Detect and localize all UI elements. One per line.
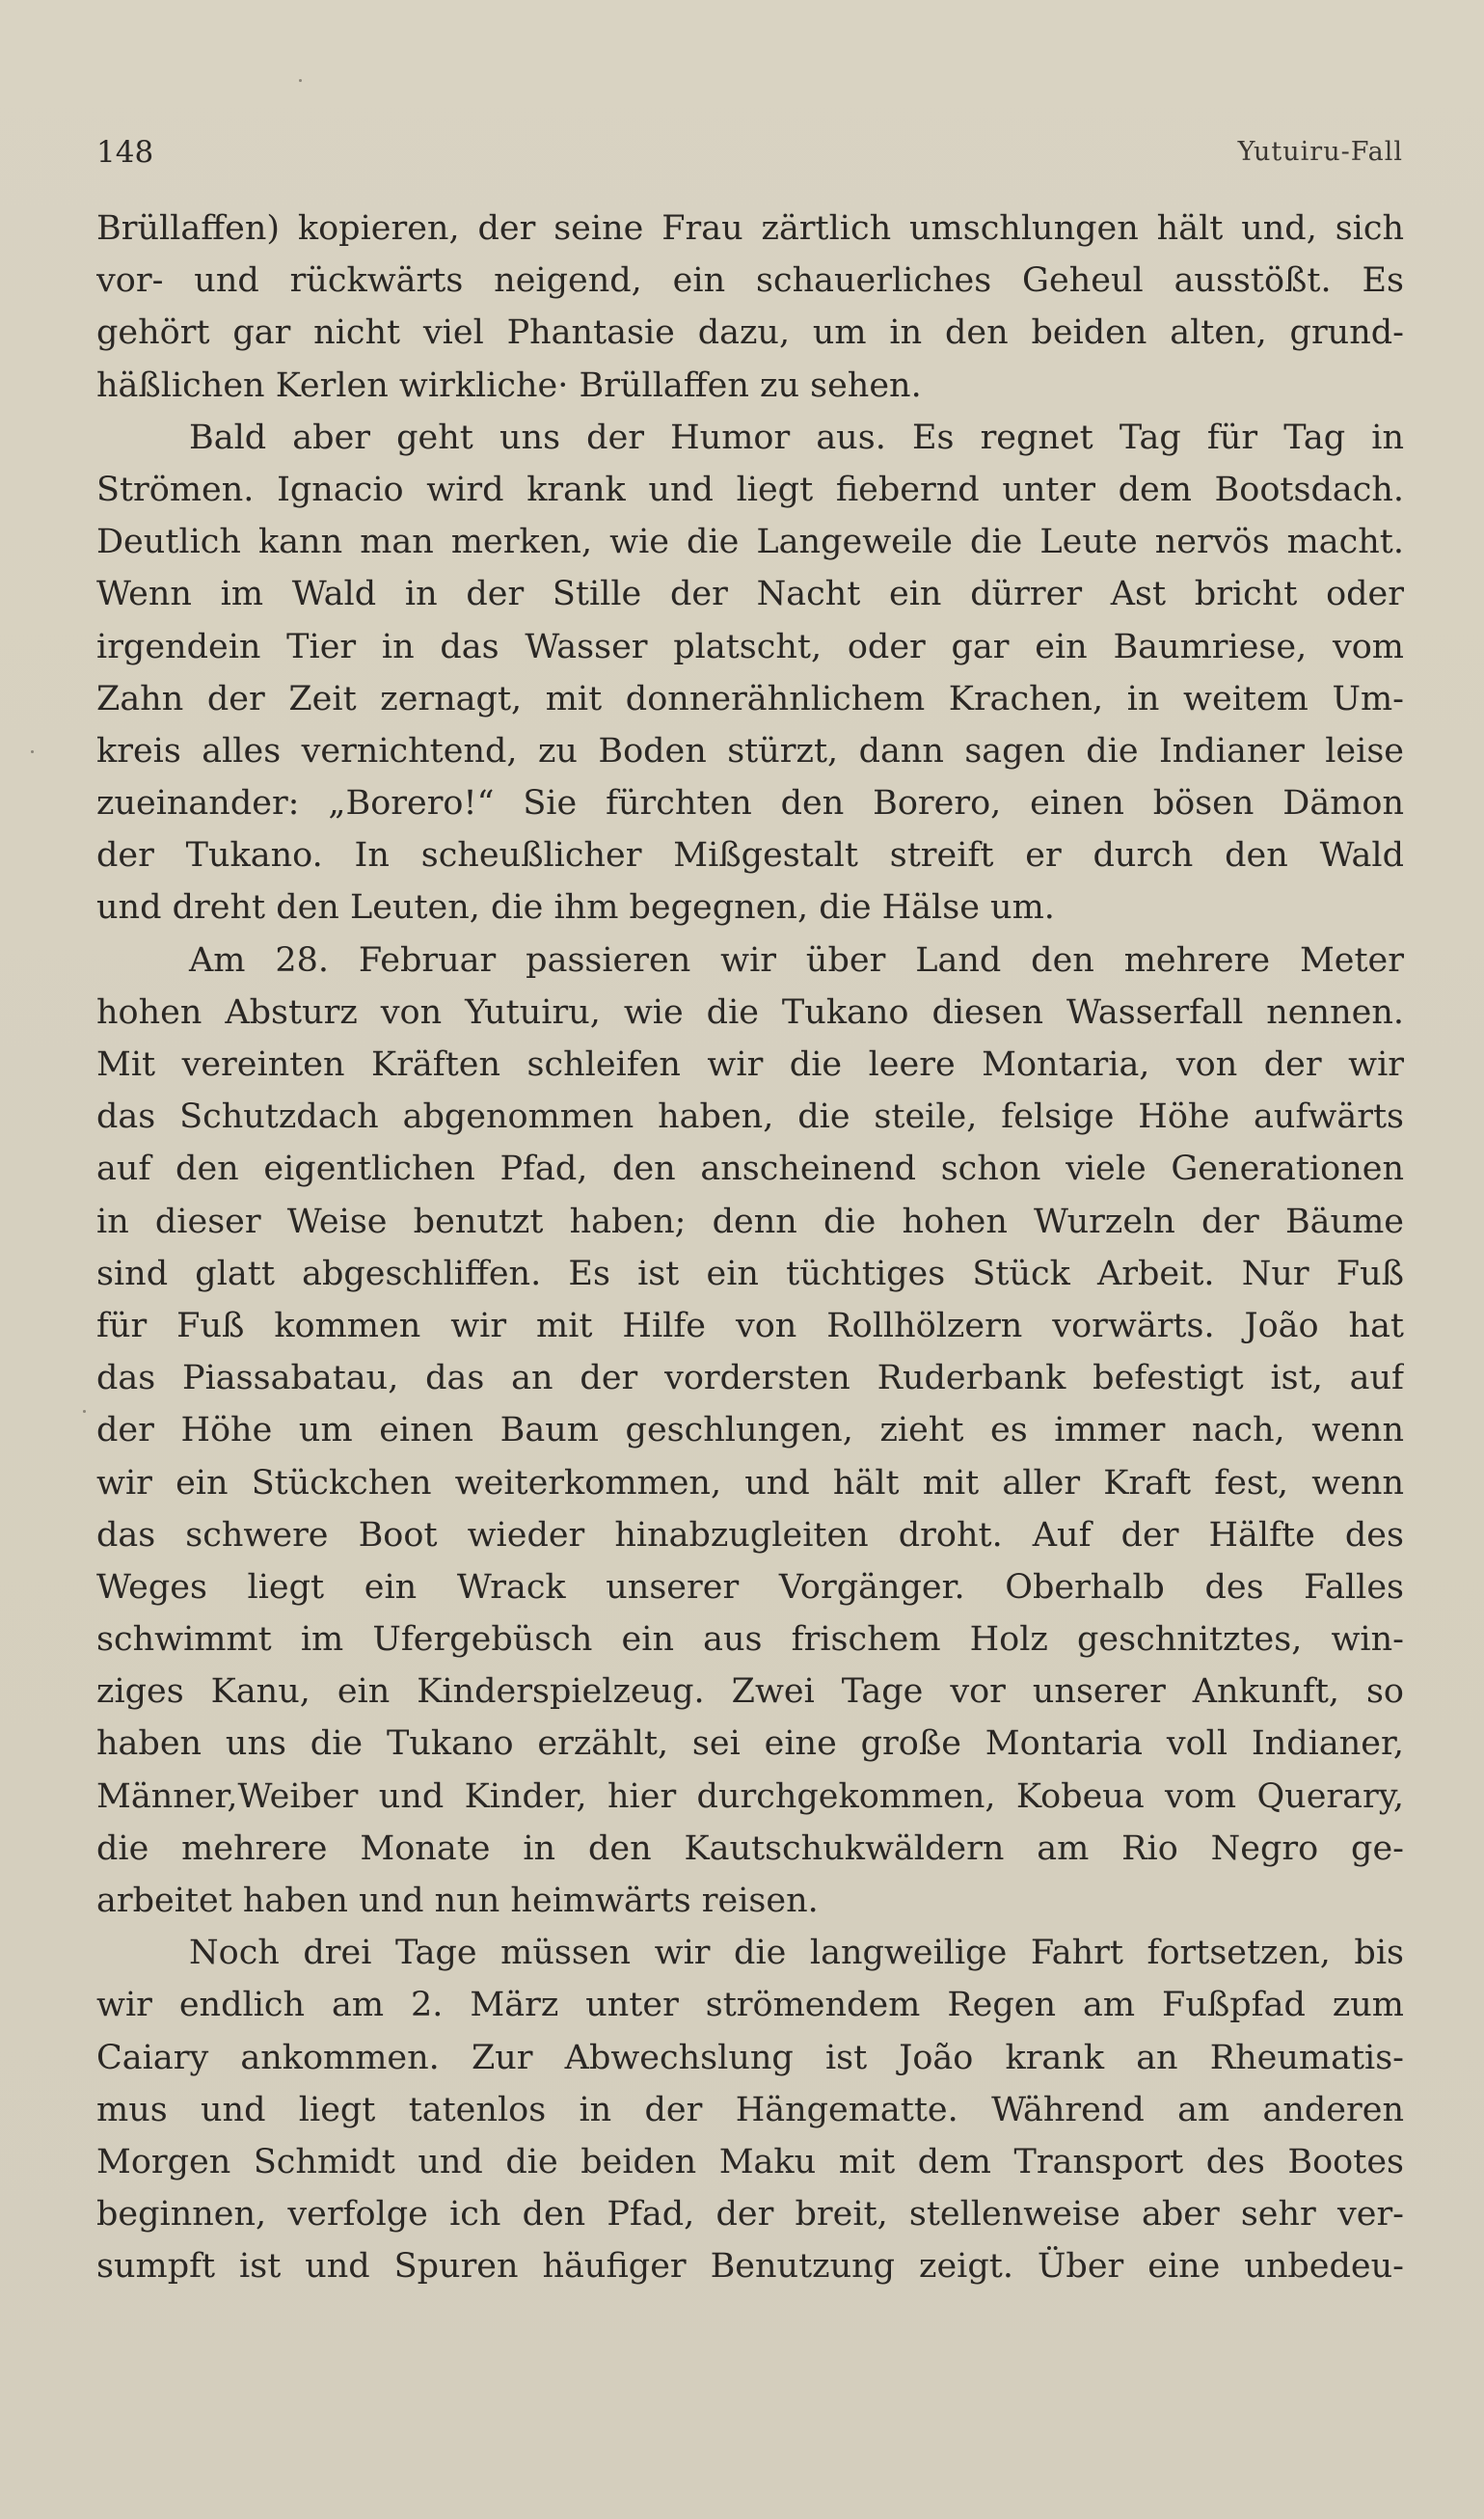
text-line: kreis alles vernichtend, zu Boden stürzt, dann sagen die Indianer leise	[96, 731, 1404, 771]
text-line: Caiary ankommen. Zur Abwechslung ist João krank an Rheumatis-	[96, 2038, 1404, 2077]
text-line: Männer,Weiber und Kinder, hier durchgekommen, Kobeua vom Querary,	[96, 1776, 1404, 1816]
text-line: das Piassabatau, das an der vordersten Ruderbank befestigt ist, auf	[96, 1359, 1404, 1398]
text-line: Deutlich kann man merken, wie die Langeweile die Leute nervös macht.	[96, 523, 1404, 562]
text-line: die mehrere Monate in den Kautschukwäldern am Rio Negro ge-	[96, 1828, 1404, 1868]
text-line: Mit vereinten Kräften schleifen wir die leere Montaria, von der wir	[96, 1045, 1404, 1084]
text-line: Zahn der Zeit zernagt, mit donnerähnlichem Krachen, in weitem Um-	[96, 679, 1404, 718]
text-line: auf den eigentlichen Pfad, den anscheinend schon viele Generationen	[96, 1150, 1404, 1189]
text-line: wir endlich am 2. März unter strömendem Regen am Fußpfad zum	[96, 1986, 1404, 2025]
text-line: in dieser Weise benutzt haben; denn die hohen Wurzeln der Bäume	[96, 1202, 1404, 1241]
text-line: Bald aber geht uns der Humor aus. Es regnet Tag für Tag in	[189, 418, 1404, 457]
text-line: Morgen Schmidt und die beiden Maku mit dem Transport des Bootes	[96, 2142, 1404, 2181]
text-line: Brüllaffen) kopieren, der seine Frau zärtlich umschlungen hält und, sich	[96, 209, 1404, 248]
text-line: das schwere Boot wieder hinabzugleiten droht. Auf der Hälfte des	[96, 1515, 1404, 1555]
running-title: Yutuiru-Fall	[1237, 137, 1403, 167]
text-line: sumpft ist und Spuren häufiger Benutzung zeigt. Über eine unbedeu-	[96, 2247, 1404, 2287]
text-line: der Höhe um einen Baum geschlungen, zieht es immer nach, wenn	[96, 1411, 1404, 1450]
text-line: haben uns die Tukano erzählt, sei eine große Montaria voll Indianer,	[96, 1724, 1404, 1764]
paper-speck	[299, 79, 302, 82]
text-line: das Schutzdach abgenommen haben, die steile, felsige Höhe aufwärts	[96, 1097, 1404, 1137]
text-line: für Fuß kommen wir mit Hilfe von Rollhölzern vorwärts. João hat	[96, 1306, 1404, 1345]
text-line: vor- und rückwärts neigend, ein schauerliches Geheul ausstößt. Es	[96, 261, 1404, 301]
text-line: Am 28. Februar passieren wir über Land den mehrere Meter	[189, 940, 1404, 980]
text-line: häßlichen Kerlen wirkliche· Brüllaffen zu sehen.	[96, 366, 922, 405]
text-line: der Tukano. In scheußlicher Mißgestalt streift er durch den Wald	[96, 836, 1404, 876]
text-line: ziges Kanu, ein Kinderspielzeug. Zwei Tage vor unserer Ankunft, so	[96, 1672, 1404, 1712]
text-line: Wenn im Wald in der Stille der Nacht ein dürrer Ast bricht oder	[96, 575, 1404, 614]
text-line: gehört gar nicht viel Phantasie dazu, um in den beiden alten, grund-	[96, 313, 1404, 353]
text-line: hohen Absturz von Yutuiru, wie die Tukano diesen Wasserfall nennen.	[96, 992, 1404, 1032]
text-line: wir ein Stückchen weiterkommen, und hält mit aller Kraft fest, wenn	[96, 1463, 1404, 1503]
text-line: Weges liegt ein Wrack unserer Vorgänger. Oberhalb des Falles	[96, 1567, 1404, 1607]
text-line: Strömen. Ignacio wird krank und liegt fiebernd unter dem Bootsdach.	[96, 470, 1404, 509]
text-line: sind glatt abgeschliffen. Es ist ein tüchtiges Stück Arbeit. Nur Fuß	[96, 1254, 1404, 1293]
page-number: 148	[96, 135, 154, 170]
body-text	[96, 203, 1404, 2293]
running-head	[96, 131, 1403, 174]
text-line: und dreht den Leuten, die ihm begegnen, die Hälse um.	[96, 888, 1055, 928]
text-line: irgendein Tier in das Wasser platscht, oder gar ein Baumriese, vom	[96, 627, 1404, 666]
text-line: arbeitet haben und nun heimwärts reisen.	[96, 1882, 819, 1920]
text-line: mus und liegt tatenlos in der Hängematte. Während am anderen	[96, 2090, 1404, 2129]
text-line: zueinander: „Borero!“ Sie fürchten den Borero, einen bösen Dämon	[96, 784, 1404, 824]
text-line: beginnen, verfolge ich den Pfad, der breit, stellenweise aber sehr ver-	[96, 2195, 1404, 2235]
text-line: schwimmt im Ufergebüsch ein aus frischem Holz geschnitztes, win-	[96, 1620, 1404, 1660]
paper-speck	[83, 1410, 86, 1413]
text-line: Noch drei Tage müssen wir die langweilige Fahrt fortsetzen, bis	[189, 1934, 1404, 1973]
paper-speck	[31, 750, 34, 753]
